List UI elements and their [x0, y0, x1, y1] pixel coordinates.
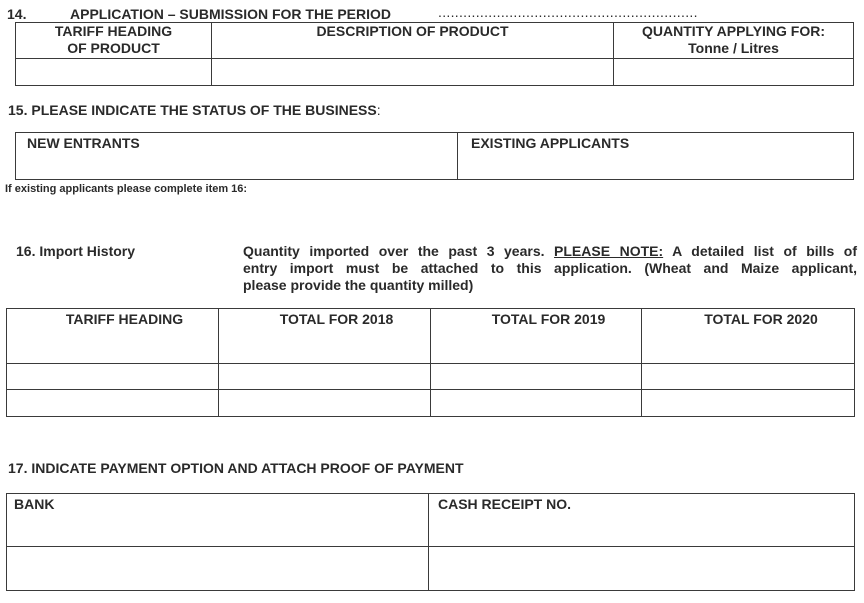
quantity-applying-for-header	[614, 23, 853, 57]
import-row-1-2018[interactable]	[219, 364, 430, 389]
description-of-product-header: DESCRIPTION OF PRODUCT	[316, 23, 509, 39]
bank-header: BANK	[14, 496, 55, 512]
tariff-heading-header: TARIFF HEADING	[65, 311, 184, 327]
desc-text: A detailed list of bills of	[663, 243, 857, 259]
existing-applicants-option[interactable]: EXISTING APPLICANTS	[471, 135, 630, 151]
cash-receipt-header: CASH RECEIPT NO.	[438, 496, 572, 512]
please-note-label: PLEASE NOTE:	[554, 243, 664, 259]
header-line: QUANTITY APPLYING FOR:	[641, 23, 826, 39]
import-row-1-2019[interactable]	[431, 364, 641, 389]
header-line: TARIFF HEADING	[54, 23, 173, 39]
section-15-title-text: 15. PLEASE INDICATE THE STATUS OF THE BUSINESS	[8, 102, 377, 118]
section-16-label: 16. Import History	[16, 243, 136, 259]
quantity-input[interactable]	[614, 59, 853, 85]
tariff-heading-input[interactable]	[16, 59, 211, 85]
section-15-note: If existing applicants please complete item 16:	[5, 183, 248, 195]
header-line: Tonne / Litres	[688, 40, 779, 56]
desc-text: Quantity imported over the past 3 years.	[243, 243, 555, 259]
import-row-2-2019[interactable]	[431, 390, 641, 416]
cash-receipt-input[interactable]	[429, 547, 854, 590]
section-16-desc-line-3: please provide the quantity milled)	[243, 277, 474, 293]
tariff-heading-of-product-header	[16, 23, 211, 57]
import-row-1-tariff[interactable]	[7, 364, 218, 389]
import-row-1-2020[interactable]	[642, 364, 854, 389]
bank-input[interactable]	[7, 547, 428, 590]
section-15-title-colon: :	[376, 102, 381, 118]
total-2019-header: TOTAL FOR 2019	[491, 311, 606, 327]
import-row-2-2018[interactable]	[219, 390, 430, 416]
total-2020-header: TOTAL FOR 2020	[704, 311, 818, 327]
description-input[interactable]	[212, 59, 613, 85]
section-14-period-dots: ..............................................................	[438, 4, 698, 20]
section-16-desc-line-2: entry import must be attached to this application. (Wheat and Maize applicant,	[243, 260, 857, 276]
import-row-2-tariff[interactable]	[7, 390, 218, 416]
header-line: OF PRODUCT	[67, 40, 160, 56]
total-2018-header: TOTAL FOR 2018	[279, 311, 394, 327]
section-14-number: 14.	[7, 6, 27, 22]
section-14-title: APPLICATION – SUBMISSION FOR THE PERIOD	[70, 6, 391, 22]
section-17-title: 17. INDICATE PAYMENT OPTION AND ATTACH PROOF OF PAYMENT	[8, 460, 464, 476]
new-entrants-option[interactable]: NEW ENTRANTS	[27, 135, 140, 151]
section-15-title	[8, 102, 381, 118]
section-16-desc-line-1	[243, 243, 857, 260]
section-16-description	[243, 243, 857, 294]
import-row-2-2020[interactable]	[642, 390, 854, 416]
